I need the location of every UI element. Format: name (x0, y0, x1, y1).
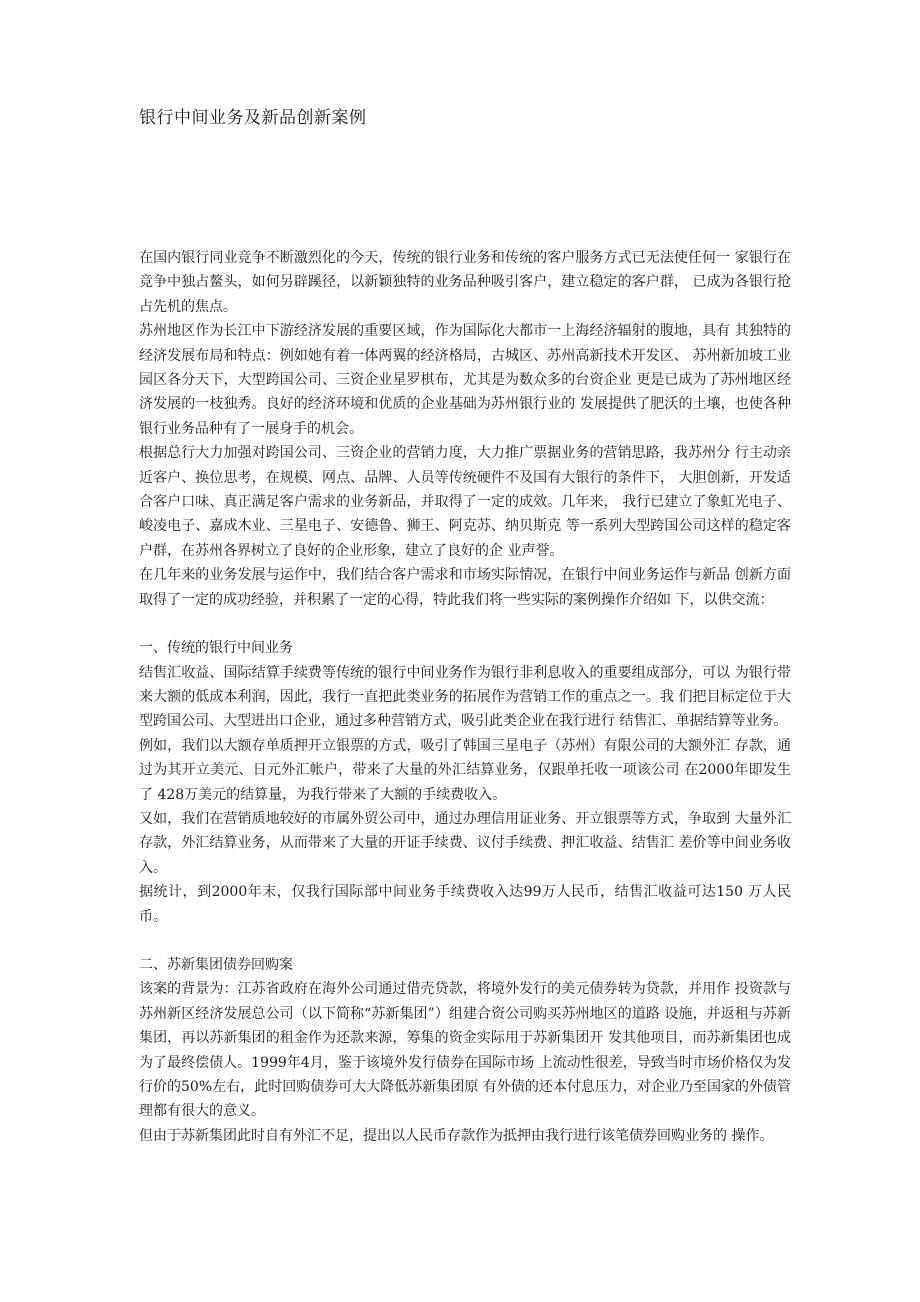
intro-paragraph-2: 苏州地区作为长江中下游经济发展的重要区域，作为国际化大都市一上海经济辐射的腹地，具有 其独特的经济发展布局和特点：例如她有着一体两翼的经济格局，古城区、苏州高新技术开发区、 苏州新加坡工业园区各分天下，大型跨国公司、三资企业星罗棋布，尤其是为数众多的台资企业 更是已成为了苏州地区经济发展的一枝独秀。良好的经济环境和优质的企业基础为苏州银行业的 发展提供了肥沃的土壤，也使各种银行业务品种有了一展身手的机会。 (139, 323, 791, 437)
section1-paragraph-1: 结售汇收益、国际结算手续费等传统的银行中间业务作为银行非利息收入的重要组成部分，可以 为银行带来大额的低成本利润，因此，我行一直把此类业务的拓展作为营销工作的重点之一。我 们把目标定位于大型跨国公司、大型进出口企业，通过多种营销方式，吸引此类企业在我行进行 结售汇、单据结算等业务。 (139, 664, 791, 730)
intro-paragraph-1: 在国内银行同业竞争不断激烈化的今天，传统的银行业务和传统的客户服务方式已无法使任何一 家银行在竞争中独占鳌头，如何另辟蹊径，以新颖独特的业务品种吸引客户，建立稳定的客户群， 已成为各银行抢占先机的焦点。 (139, 250, 791, 315)
page-title: 银行中间业务及新品创新案例 (139, 108, 367, 128)
intro-paragraph-4: 在几年来的业务发展与运作中，我们结合客户需求和市场实际情况，在银行中间业务运作与新品 创新方面取得了一定的成功经验，并积累了一定的心得，特此我们将一些实际的案例操作介绍如 下，以供交流： (139, 567, 791, 608)
section2-paragraph-1: 该案的背景为：江苏省政府在海外公司通过借壳贷款，将境外发行的美元债券转为贷款，并用作 投资款与苏州新区经济发展总公司（以下简称“苏新集团”）组建合资公司购买苏州地区的道路 设施，并返租与苏新集团，再以苏新集团的租金作为还款来源，筹集的资金实际用于苏新集团开 发其他项目，而苏新集团也成为了最终偿债人。1999年4月，鉴于该境外发行债券在国际市场 上流动性很差，导致当时市场价格仅为发行价的50%左右，此时回购债券可大大降低苏新集团原 有外债的还本付息压力，对企业乃至国家的外债管理都有很大的意义。 (139, 981, 791, 1120)
section-spacer (139, 929, 791, 953)
document-body (139, 246, 791, 1148)
section2-heading: 二、苏新集团债券回购案 (139, 956, 293, 973)
intro-paragraph-3: 根据总行大力加强对跨国公司、三资企业的营销力度，大力推广票据业务的营销思路，我苏州分 行主动亲近客户、换位思考，在规模、网点、品牌、人员等传统硬件不及国有大银行的条件下， 大胆创新，开发适合客户口味、真正满足客户需求的业务新品，并取得了一定的成效。几年来， 我行已建立了象虹光电子、峻凌电子、嘉成木业、三星电子、安德鲁、狮王、阿克苏、纳贝斯克 等一系列大型跨国公司这样的稳定客户群，在苏州各界树立了良好的企业形象，建立了良好的企 业声誉。 (139, 445, 791, 559)
section2-paragraph-2: 但由于苏新集团此时自有外汇不足，提出以人民币存款作为抵押由我行进行该笔债券回购业务的 操作。 (139, 1127, 774, 1144)
section1-paragraph-3: 又如，我们在营销质地较好的市属外贸公司中，通过办理信用证业务、开立银票等方式，争取到 大量外汇存款，外汇结算业务，从而带来了大量的开证手续费、议付手续费、押汇收益、结售汇 差价等中间业务收入。 (139, 810, 791, 876)
section-spacer (139, 612, 791, 636)
section1-paragraph-2: 例如，我们以大额存单质押开立银票的方式，吸引了韩国三星电子（苏州）有限公司的大额外汇 存款，通过为其开立美元、日元外汇帐户，带来了大量的外汇结算业务，仅跟单托收一项该公司 在2000年即发生了 428万美元的结算量，为我行带来了大额的手续费收入。 (139, 737, 791, 803)
section1-heading: 一、传统的银行中间业务 (139, 640, 293, 657)
section1-paragraph-4: 据统计，到2000年末，仅我行国际部中间业务手续费收入达99万人民币，结售汇收益可达150 万人民币。 (139, 884, 791, 925)
